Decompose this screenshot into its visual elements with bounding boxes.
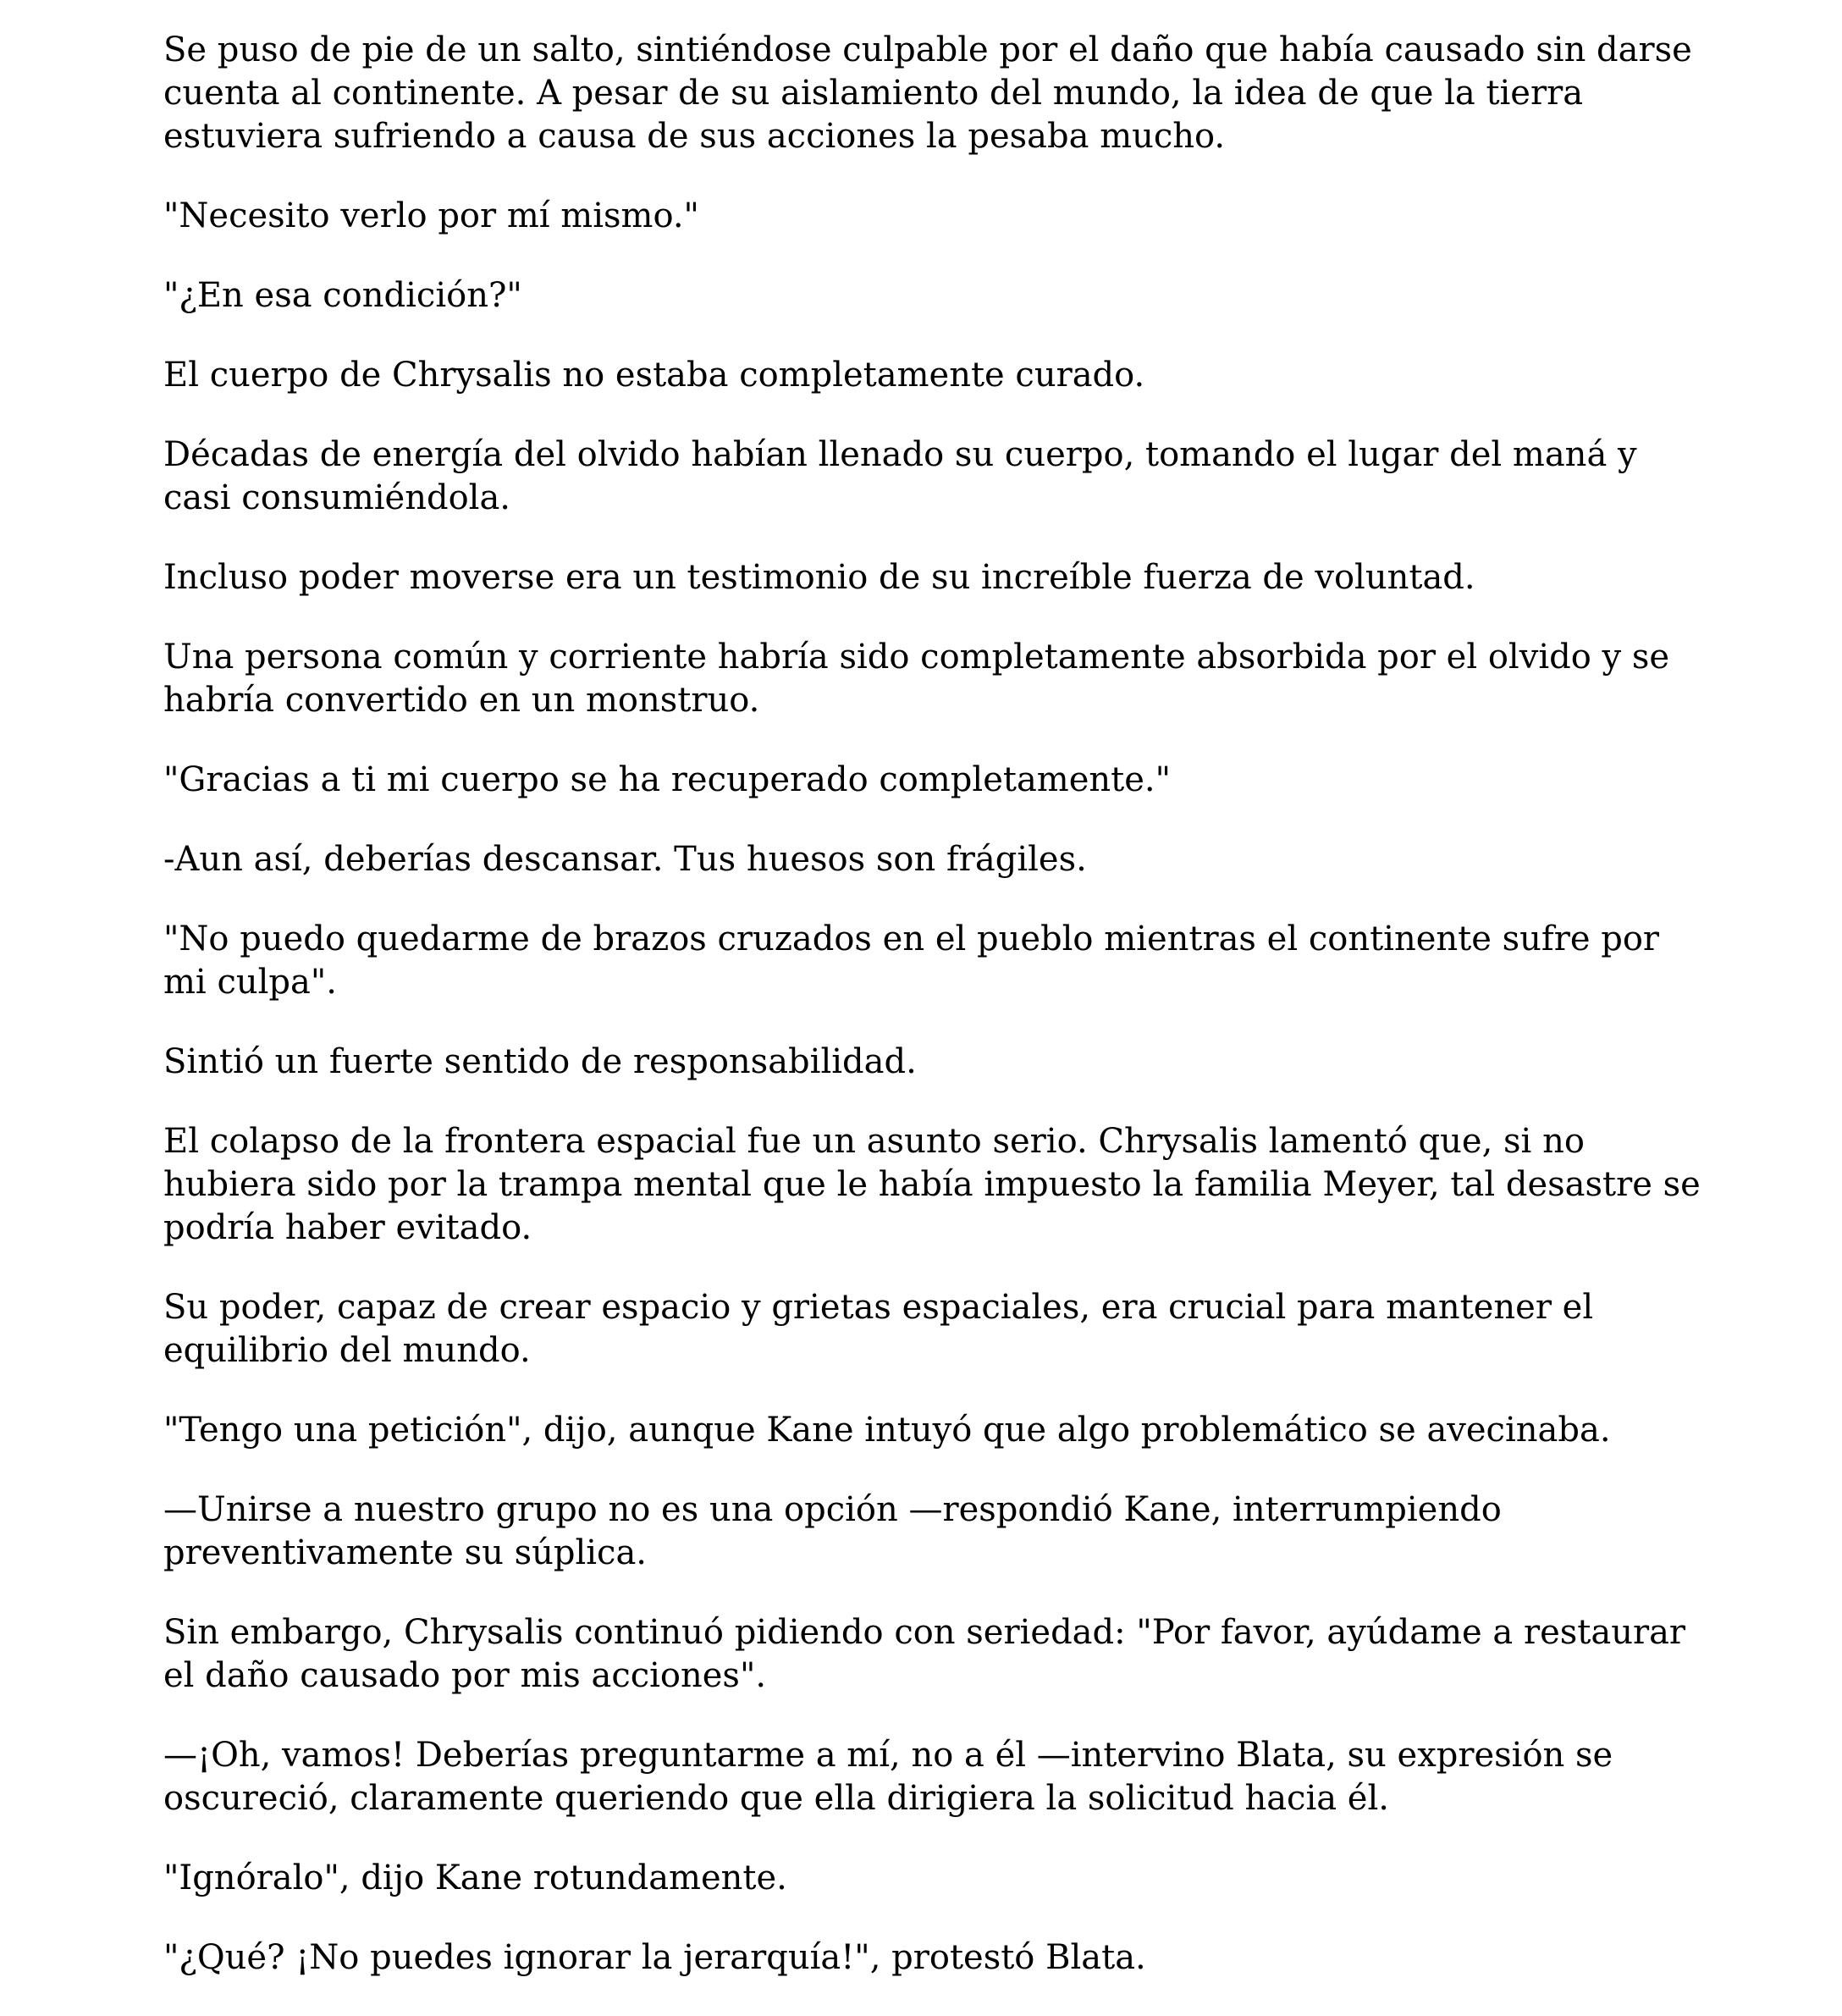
paragraph: "Necesito verlo por mí mismo."	[163, 196, 699, 235]
paragraph: "Ignóralo", dijo Kane rotundamente.	[163, 1859, 787, 1897]
paragraph: Incluso poder moverse era un testimonio de su increíble fuerza de voluntad.	[163, 558, 1475, 597]
paragraph: El colapso de la frontera espacial fue un asunto serio. Chrysalis lamentó que, si no hubiera sido por la trampa mental que le había impuesto la familia Meyer, tal desastre se podría haber evitado.	[163, 1122, 1701, 1247]
paragraph: Sintió un fuerte sentido de responsabilidad.	[163, 1042, 917, 1081]
paragraph: "No puedo quedarme de brazos cruzados en el pueblo mientras el continente sufre por mi culpa".	[163, 920, 1660, 1002]
paragraph: El cuerpo de Chrysalis no estaba completamente curado.	[163, 356, 1145, 395]
paragraph: -Aun así, deberías descansar. Tus huesos son frágiles.	[163, 840, 1087, 879]
paragraph: Décadas de energía del olvido habían llenado su cuerpo, tomando el lugar del maná y casi consumiéndola.	[163, 435, 1637, 517]
paragraph: "¿Qué? ¡No puedes ignorar la jerarquía!", protestó Blata.	[163, 1938, 1146, 1977]
paragraph: —Unirse a nuestro grupo no es una opción —respondió Kane, interrumpiendo preventivamente su súplica.	[163, 1490, 1502, 1572]
paragraph: "¿En esa condición?"	[163, 276, 522, 315]
paragraph: Se puso de pie de un salto, sintiéndose culpable por el daño que había causado sin darse cuenta al continente. A pesar de su aislamiento del mundo, la idea de que la tierra estuviera sufriendo a causa de sus acciones la pesaba mucho.	[163, 30, 1692, 156]
paragraph: Sin embargo, Chrysalis continuó pidiendo con seriedad: "Por favor, ayúdame a restaurar el daño causado por mis acciones".	[163, 1613, 1686, 1695]
document-page	[163, 29, 1712, 2016]
paragraph: Una persona común y corriente habría sido completamente absorbida por el olvido y se habría convertido en un monstruo.	[163, 638, 1670, 720]
paragraph: "Tengo una petición", dijo, aunque Kane intuyó que algo problemático se avecinaba.	[163, 1411, 1611, 1450]
paragraph: —¡Oh, vamos! Deberías preguntarme a mí, no a él —intervino Blata, su expresión se oscureció, claramente queriendo que ella dirigiera la solicitud hacia él.	[163, 1736, 1613, 1818]
paragraph: "Gracias a ti mi cuerpo se ha recuperado completamente."	[163, 760, 1172, 799]
paragraph: Su poder, capaz de crear espacio y grietas espaciales, era crucial para mantener el equilibrio del mundo.	[163, 1288, 1594, 1370]
